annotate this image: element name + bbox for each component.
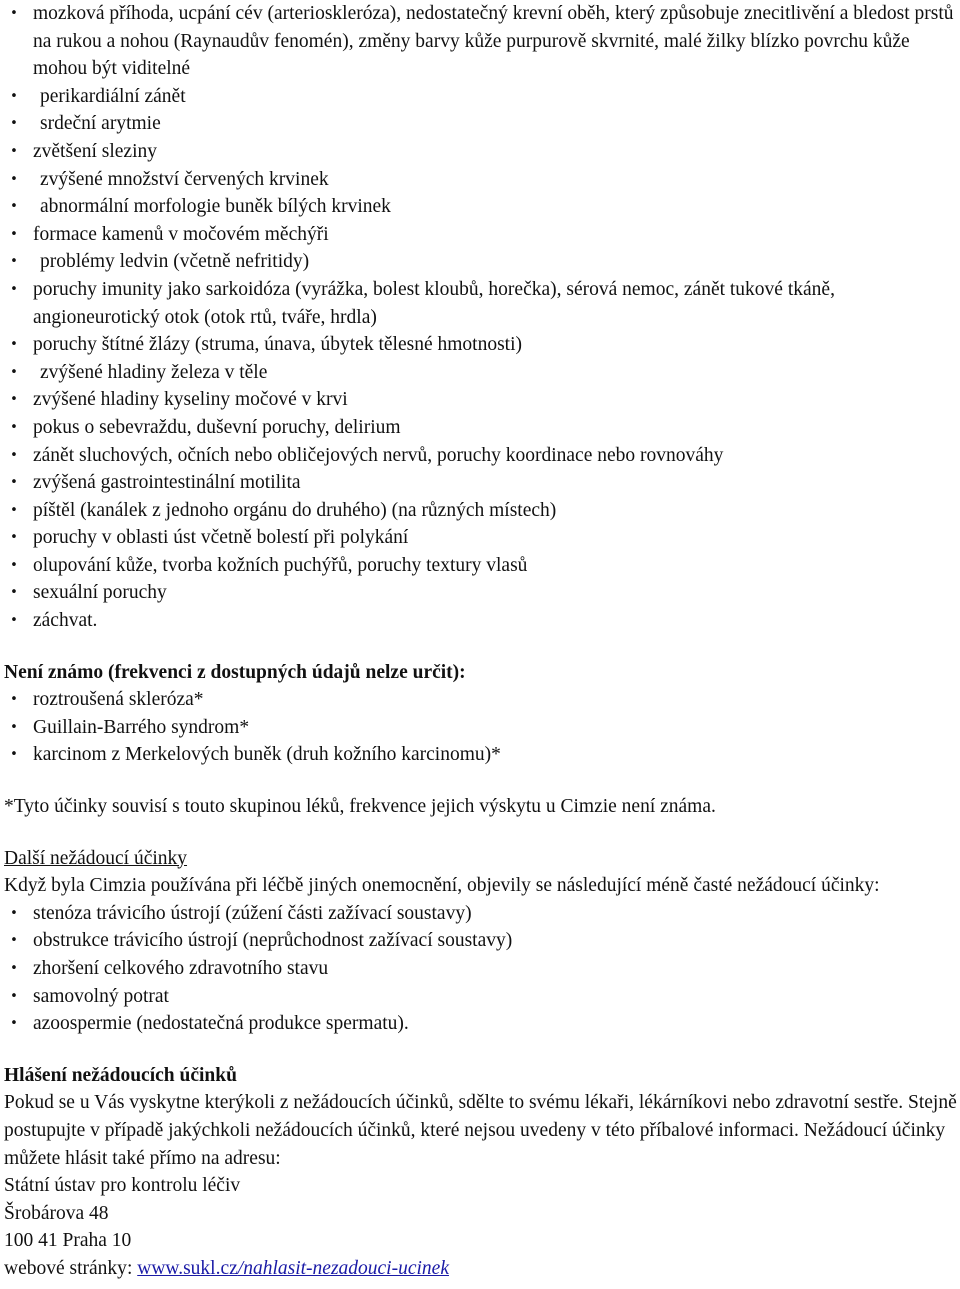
side-effect-item [4, 248, 960, 276]
address-line-1: Státní ústav pro kontrolu léčiv [4, 1175, 241, 1197]
bullet-icon: • [10, 392, 18, 408]
bullet-icon: • [10, 199, 18, 215]
list-item-text: azoospermie (nedostatečná produkce spermatu). [33, 1013, 409, 1035]
bullet-icon: • [10, 6, 18, 21]
reporting-heading: Hlášení nežádoucích účinků [4, 1064, 237, 1086]
side-effect-item [4, 83, 960, 111]
other-effect-item [4, 900, 960, 928]
list-item-text: zvýšená gastrointestinální motilita [33, 472, 301, 494]
web-link[interactable] [137, 1258, 449, 1279]
unknown-frequency-heading: Není známo (frekvenci z dostupných údajů nelze určit): [4, 661, 466, 683]
footnote: *Tyto účinky souvisí s touto skupinou léků, frekvence jejich výskytu u Cimzie není známa. [4, 796, 716, 818]
side-effect-item [4, 552, 960, 580]
other-effects-heading: Další nežádoucí účinky [4, 847, 188, 869]
spacer [4, 821, 960, 845]
other-effect-item [4, 955, 960, 983]
bullet-icon: • [10, 988, 18, 1004]
bullet-icon: • [10, 254, 18, 270]
list-item-text: karcinom z Merkelových buněk (druh kožního karcinomu)* [33, 744, 501, 766]
side-effect-item [4, 138, 960, 166]
bullet-icon: • [10, 143, 18, 159]
unknown-effect-item [4, 714, 960, 742]
side-effects-list-1 [4, 0, 960, 635]
list-item-text: samovolný potrat [33, 985, 169, 1007]
list-item-text: zvýšené hladiny železa v těle [40, 361, 268, 383]
side-effect-item [4, 414, 960, 442]
other-effects-intro: Když byla Cimzia používána při léčbě jiných onemocnění, objevily se následující méně časté nežádoucí účinky: [4, 875, 880, 897]
bullet-icon: • [10, 475, 18, 491]
bullet-icon: • [10, 1016, 18, 1032]
list-item-text: poruchy v oblasti úst včetně bolestí při polykání [33, 527, 409, 549]
unknown-effect-item [4, 741, 960, 769]
other-effect-item [4, 927, 960, 955]
bullet-icon: • [10, 747, 18, 763]
web-label: webové stránky [4, 1257, 127, 1279]
bullet-icon: • [10, 171, 18, 187]
list-item-text: perikardiální zánět [40, 85, 186, 107]
list-item-text: formace kamenů v močovém měchýři [33, 223, 329, 245]
bullet-icon: • [10, 530, 18, 546]
side-effect-item [4, 221, 960, 249]
spacer [4, 635, 960, 659]
side-effect-item [4, 276, 960, 331]
web-link-path: /nahlasit-nezadouci-ucinek [237, 1257, 449, 1279]
list-item-text: záchvat. [33, 610, 98, 632]
bullet-icon: • [10, 226, 18, 242]
unknown-effect-item [4, 686, 960, 714]
bullet-icon: • [10, 419, 18, 435]
list-item-text: zánět sluchových, očních nebo obličejových nervů, poruchy koordinace nebo rovnováhy [33, 444, 724, 466]
other-effects-list [4, 900, 960, 1038]
bullet-icon: • [10, 933, 18, 949]
list-item-text: mozková příhoda, ucpání cév (arterioskleróza), nedostatečný krevní oběh, který způsobuje znecitlivění a bledost prstů na rukou a nohou (Raynaudův fenomén), změny barvy kůže purpurově skvrnité, malé žilky blízko povrchu kůže mohou být viditelné [33, 3, 954, 80]
list-item-text: poruchy imunity jako sarkoidóza (vyrážka, bolest kloubů, horečka), sérová nemoc, zánět tukové tkáně, angioneurotický otok (otok rtů, tváře, hrdla) [33, 278, 835, 328]
bullet-icon: • [10, 961, 18, 976]
bullet-icon: • [10, 557, 18, 573]
list-item-text: pokus o sebevraždu, duševní poruchy, delirium [33, 416, 401, 438]
bullet-icon: • [10, 692, 18, 708]
other-effect-item [4, 1010, 960, 1038]
list-item-text: sexuální poruchy [33, 582, 167, 604]
side-effect-item [4, 386, 960, 414]
web-link-www: www.sukl.cz [137, 1257, 238, 1279]
spacer [4, 1038, 960, 1062]
list-item-text: abnormální morfologie buněk bílých krvinek [40, 196, 391, 218]
list-item-text: srdeční arytmie [40, 113, 161, 135]
list-item-text: zvýšené množství červených krvinek [40, 168, 329, 190]
side-effect-item [4, 0, 960, 83]
list-item-text: obstrukce trávicího ústrojí (neprůchodnost zažívací soustavy) [33, 930, 513, 952]
reporting-paragraph: Pokud se u Vás vyskytne kterýkoli z nežádoucích účinků, sdělte to svému lékaři, lékárníkovi nebo zdravotní sestře. Stejně postupujte v případě jakýchkoli nežádoucích účinků, které nejsou uvedeny v této příbalové informaci. Nežádoucí účinky můžete hlásit také přímo na adresu: [4, 1092, 957, 1169]
side-effect-item [4, 524, 960, 552]
list-item-text: píštěl (kanálek z jednoho orgánu do druhého) (na různých místech) [33, 499, 557, 521]
bullet-icon: • [10, 447, 18, 463]
other-effect-item [4, 983, 960, 1011]
bullet-icon: • [10, 281, 18, 297]
list-item-text: roztroušená skleróza* [33, 689, 204, 711]
bullet-icon: • [10, 585, 18, 601]
web-line [4, 1255, 960, 1283]
side-effect-item [4, 193, 960, 221]
side-effect-item [4, 110, 960, 138]
list-item-text: problémy ledvin (včetně nefritidy) [40, 251, 310, 273]
side-effect-item [4, 469, 960, 497]
side-effect-item [4, 497, 960, 525]
side-effect-item [4, 579, 960, 607]
bullet-icon: • [10, 116, 18, 132]
bullet-icon: • [10, 719, 18, 735]
side-effect-item [4, 607, 960, 635]
address-line-3: 100 41 Praha 10 [4, 1230, 132, 1252]
bullet-icon: • [10, 613, 18, 629]
unknown-frequency-list [4, 686, 960, 769]
address-line-2: Šrobárova 48 [4, 1202, 109, 1224]
list-item-text: zvýšené hladiny kyseliny močové v krvi [33, 389, 348, 411]
spacer [4, 769, 960, 793]
list-item-text: stenóza trávicího ústrojí (zúžení části zažívací soustavy) [33, 902, 472, 924]
bullet-icon: • [10, 337, 18, 353]
web-colon: : [126, 1257, 133, 1279]
bullet-icon: • [10, 502, 18, 518]
list-item-text: poruchy štítné žlázy (struma, únava, úbytek tělesné hmotnosti) [33, 334, 522, 356]
list-item-text: zhoršení celkového zdravotního stavu [33, 958, 329, 979]
side-effect-item [4, 442, 960, 470]
side-effect-item [4, 331, 960, 359]
bullet-icon: • [10, 905, 18, 921]
list-item-text: zvětšení sleziny [33, 140, 157, 162]
side-effect-item [4, 166, 960, 194]
list-item-text: Guillain-Barrého syndrom* [33, 716, 250, 738]
list-item-text: olupování kůže, tvorba kožních puchýřů, poruchy textury vlasů [33, 554, 528, 576]
bullet-icon: • [10, 88, 18, 104]
bullet-icon: • [10, 364, 18, 380]
side-effect-item [4, 359, 960, 387]
